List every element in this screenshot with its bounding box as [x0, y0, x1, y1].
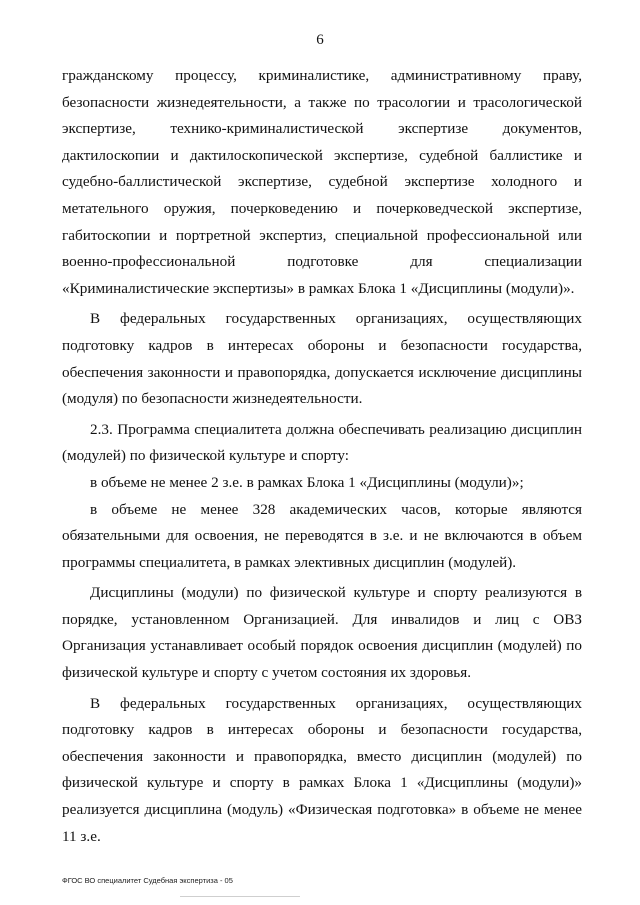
- paragraph-continuation: гражданскому процессу, криминалистике, административному праву, безопасности жизнедеятельности, а также по трасологии и трасологической экспертизе, технико-криминалистической экспертизе документов, дактилоскопии и дактилоскопической экспертизе, судебной баллистике и судебно-баллистической экспертизе, судебной экспертизе холодного и метательного оружия, почерковедению и почерковедческой экспертизе, габитоскопии и портретной экспертиз, специальной профессиональной или военно-профессиональной подготовке для специализации «Криминалистические экспертизы» в рамках Блока 1 «Дисциплины (модули)».: [62, 67, 582, 297]
- paragraph-volume-2-ze: в объеме не менее 2 з.е. в рамках Блока 1 «Дисциплины (модули)»;: [90, 473, 524, 491]
- document-footer: ФГОС ВО специалитет Судебная экспертиза - 05: [62, 876, 233, 885]
- page-number: 6: [316, 32, 324, 48]
- paragraph-section-2-3: 2.3. Программа специалитета должна обеспечивать реализацию дисциплин (модулей) по физической культуре и спорту:: [62, 420, 582, 465]
- document-body: [62, 63, 582, 850]
- paragraph-physical-training: В федеральных государственных организациях, осуществляющих подготовку кадров в интересах обороны и безопасности государства, обеспечения законности и правопорядка, вместо дисциплин (модулей) по физической культуре и спорту в рамках Блока 1 «Дисциплины (модули)» реализуется дисциплина (модуль) «Физическая подготовка» в объеме не менее 11 з.е.: [62, 694, 582, 845]
- paragraph-bzhd-exclusion: В федеральных государственных организациях, осуществляющих подготовку кадров в интересах обороны и безопасности государства, обеспечения законности и правопорядка, допускается исключение дисциплины (модуля) по безопасности жизнедеятельности.: [62, 310, 582, 408]
- paragraph-implementation-order: Дисциплины (модули) по физической культуре и спорту реализуются в порядке, установленном Организацией. Для инвалидов и лиц с ОВЗ Организация устанавливает особый порядок освоения дисциплин (модулей) по физической культуре и спорту с учетом состояния их здоровья.: [62, 584, 582, 682]
- paragraph-volume-328-hours: в объеме не менее 328 академических часов, которые являются обязательными для освоения, не переводятся в з.е. и не включаются в объем программы специалитета, в рамках элективных дисциплин (модулей).: [62, 500, 582, 571]
- scan-edge-line: [180, 896, 300, 897]
